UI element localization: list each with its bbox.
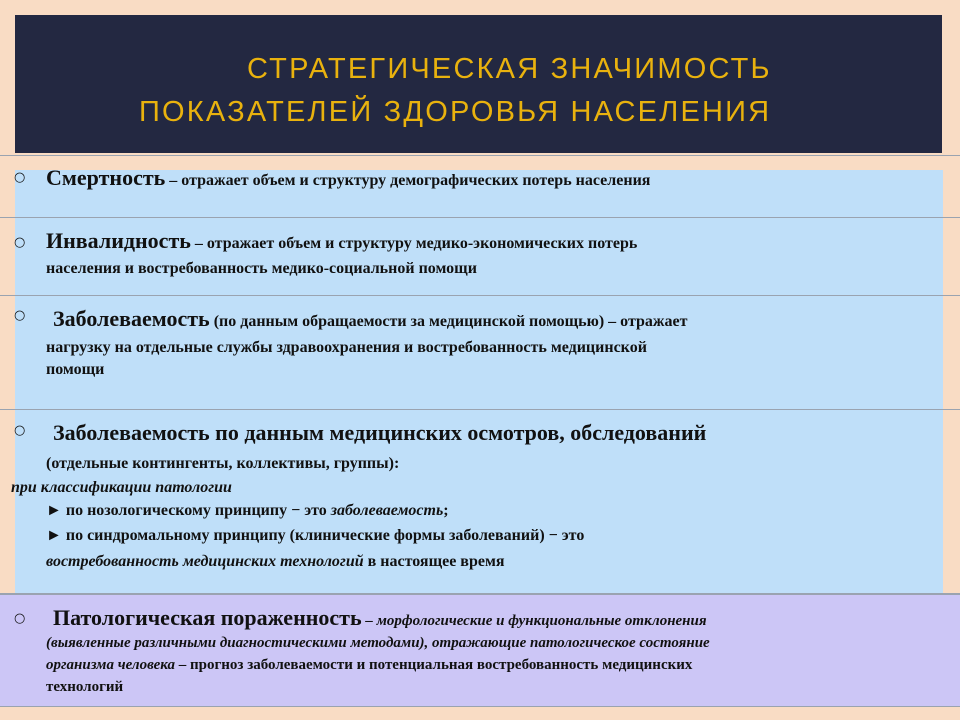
bullet-icon: ○ [14,611,26,626]
row-pathological-prevalence [0,593,960,707]
row-3-desc-1: (по данным обращаемости за медицинской помощью) – отражает [209,313,688,330]
row-2-line-1 [46,228,637,254]
slide-title-line-2: ПОКАЗАТЕЛЕЙ ЗДОРОВЬЯ НАСЕЛЕНИЯ [139,96,772,128]
bullet-icon: ○ [14,308,26,323]
row-2-line-2: населения и востребованность медико-социальной помощи [46,260,477,277]
row-mortality [0,155,960,217]
term-mortality: Смертность [46,165,166,190]
term-pathological-prevalence: Патологическая пораженность [53,605,362,630]
row-3-line-3: помощи [46,361,105,378]
row-4-item-syndromic [46,527,584,545]
row-4-item-1-italic: заболеваемость [330,502,444,519]
row-4-classification-heading: при классификации патологии [11,479,232,496]
row-4-line-6-italic: востребованность медицинских технологий [46,553,364,570]
term-morbidity: Заболеваемость [53,306,210,331]
row-5-line-3-italic: организма человека [46,657,175,673]
row-morbidity-examinations [0,409,960,592]
term-disability: Инвалидность [46,228,191,253]
row-4-item-1-end: ; [443,502,449,519]
row-4-item-nosological [46,502,449,520]
row-5-line-2: (выявленные различными диагностическими методами), отражающие патологическое состояние [46,635,710,651]
row-4-item-2-text: по синдромальному принципу (клинические формы заболеваний) − это [65,527,585,544]
row-5-line-4: технологий [46,679,124,695]
row-5-line-3 [46,657,692,674]
title-band [15,15,942,153]
row-5-line-1 [53,605,707,631]
row-3-line-1 [53,306,687,332]
row-4-line-6 [46,553,505,571]
row-5-desc-1: – морфологические и функциональные отклонения [361,613,707,629]
term-morbidity-examinations: Заболеваемость по данным медицинских осмотров, обследований [53,420,707,445]
bullet-icon: ○ [14,170,26,185]
row-5-line-3-rest: – прогноз заболеваемости и потенциальная востребованность медицинских [174,657,693,673]
row-4-line-2: (отдельные контингенты, коллективы, группы): [46,455,400,472]
bullet-icon: ○ [14,423,26,438]
row-1-line-1 [46,165,650,191]
row-4-line-6-rest: в настоящее время [363,553,505,570]
slide-title-line-1: СТРАТЕГИЧЕСКАЯ ЗНАЧИМОСТЬ [247,53,772,85]
arrow-icon: ► [46,527,62,544]
bullet-icon: ○ [14,235,26,250]
row-2-desc-1: – отражает объем и структуру медико-экономических потерь [190,235,638,252]
row-morbidity-appeals [0,295,960,409]
row-4-item-1-text: по нозологическому принципу − это [65,502,331,519]
row-3-line-2: нагрузку на отдельные службы здравоохранения и востребованность медицинской [46,339,647,356]
row-1-desc: – отражает объем и структуру демографических потерь населения [165,172,651,189]
row-disability [0,217,960,295]
arrow-icon: ► [46,502,62,519]
